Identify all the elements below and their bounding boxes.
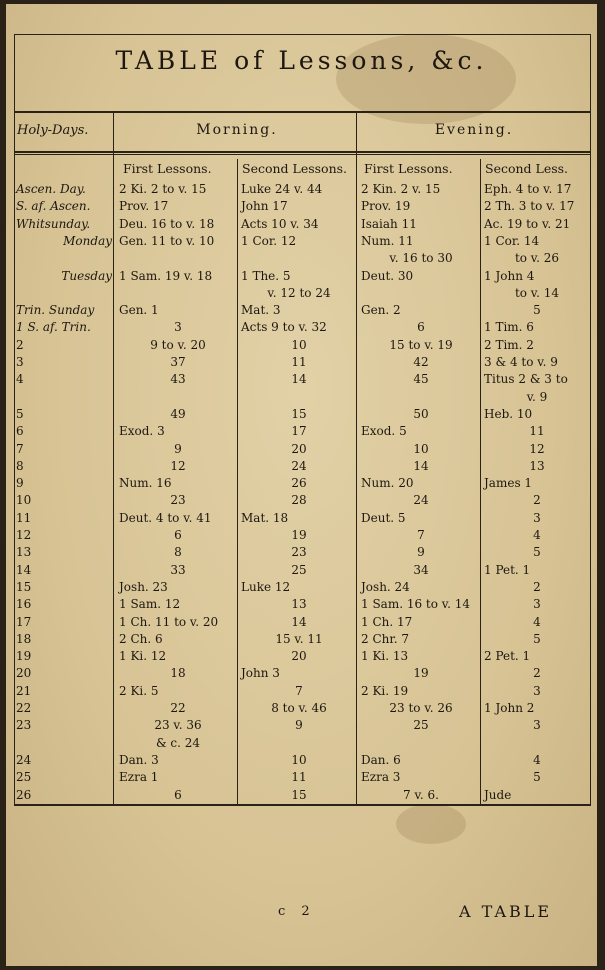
table-cell-e1: v. 16 to 30 [389, 251, 453, 266]
table-cell-e2: 1 Cor. 14 [484, 233, 540, 248]
table-cell-m2: Acts 9 to v. 32 [241, 320, 327, 335]
table-cell-e2: 2 Pet. 1 [484, 649, 531, 664]
table-cell-m2: Mat. 18 [241, 510, 289, 525]
table-cell-e2: 13 [529, 458, 545, 473]
table-cell-e1: 19 [413, 666, 429, 681]
table-cell-day: 20 [16, 666, 32, 681]
table-cell-m1: 6 [174, 528, 182, 542]
table-cell-e2: 1 John 2 [484, 701, 535, 715]
table-cell-m2: 10 [291, 337, 307, 352]
table-cell-day: 18 [16, 631, 32, 646]
table-cell-day: 7 [16, 441, 24, 456]
table-cell-day: 1 S. af. Trin. [16, 320, 91, 335]
table-cell-e2: 1 John 4 [484, 268, 535, 283]
table-cell-m2: 26 [291, 476, 307, 491]
table-cell-e1: 50 [413, 406, 429, 421]
table-cell-m1: Gen. 1 [119, 303, 159, 318]
table-cell-day: 26 [16, 787, 32, 802]
header-rule-top [14, 111, 591, 113]
table-cell-m1: 2 Ch. 6 [119, 631, 163, 646]
table-cell-m2: 20 [291, 441, 307, 456]
table-cell-e1: 15 to v. 19 [389, 337, 453, 352]
table-cell-m1: Prov. 17 [119, 199, 169, 214]
table-cell-m2: 1 Cor. 12 [241, 233, 297, 248]
table-cell-m2: Luke 24 v. 44 [241, 182, 323, 196]
table-cell-day: 19 [16, 649, 32, 664]
table-cell-e2: 4 [533, 752, 541, 767]
table-cell-m1: Exod. 3 [119, 424, 165, 439]
table-cell-e2: to v. 14 [514, 285, 560, 300]
table-cell-day: 13 [16, 545, 32, 560]
table-bottom-rule [14, 804, 591, 806]
table-cell-e2: Titus 2 & 3 to [484, 372, 568, 387]
table-cell-e2: 3 & 4 to v. 9 [484, 355, 558, 369]
table-cell-day: Monday [63, 233, 112, 248]
table-cell-e1: Isaiah 11 [361, 216, 417, 231]
table-cell-e1: 23 to v. 26 [389, 701, 453, 715]
table-cell-m1: 1 Ki. 12 [119, 649, 167, 664]
table-cell-e2: 5 [533, 770, 541, 785]
table-cell-e1: 7 [417, 528, 425, 542]
table-cell-e2: 1 Tim. 6 [484, 320, 534, 335]
subheader-second-lessons-evening: Second Less. [485, 161, 569, 176]
table-cell-m1: Josh. 23 [119, 579, 168, 594]
table-cell-m1: 33 [170, 562, 186, 577]
table-cell-e1: Gen. 2 [361, 303, 401, 318]
table-cell-e1: Deut. 30 [361, 268, 414, 283]
table-cell-m1: 9 [174, 441, 182, 456]
table-cell-day: 12 [16, 528, 32, 542]
table-cell-m1: 22 [170, 701, 186, 715]
table-cell-m1: 43 [170, 372, 186, 387]
col-rule-1 [113, 111, 114, 804]
table-cell-e1: Josh. 24 [361, 579, 410, 594]
table-cell-day: 9 [16, 476, 24, 491]
table-cell-e1: 10 [413, 441, 429, 456]
table-cell-m2: 14 [291, 372, 307, 387]
table-cell-day: 15 [16, 579, 32, 594]
header-holy-days: Holy-Days. [17, 123, 89, 138]
table-cell-day: 14 [16, 562, 32, 577]
table-cell-e2: 5 [533, 631, 541, 646]
table-cell-e1: 1 Ch. 17 [361, 614, 413, 629]
header-morning: Morning. [196, 122, 278, 138]
table-cell-e1: Dan. 6 [361, 752, 401, 767]
table-cell-e2: Heb. 10 [484, 406, 533, 421]
table-cell-day: 11 [16, 510, 32, 525]
signature-mark: c 2 [278, 904, 316, 919]
table-cell-m2: John 3 [241, 666, 280, 681]
table-cell-e1: 9 [417, 545, 425, 560]
table-cell-e1: 45 [413, 372, 429, 387]
table-cell-e1: 1 Ki. 13 [361, 649, 409, 664]
table-cell-m1: 1 Ch. 11 to v. 20 [119, 614, 219, 629]
table-cell-e2: 2 [533, 579, 541, 594]
table-cell-m2: 1 The. 5 [241, 268, 291, 283]
table-cell-m2: 19 [291, 528, 307, 542]
table-cell-e1: Deut. 5 [361, 510, 406, 525]
table-cell-e1: 1 Sam. 16 to v. 14 [361, 597, 471, 612]
table-cell-m2: 15 v. 11 [275, 631, 323, 646]
table-cell-day: 16 [16, 597, 32, 612]
col-rule-3 [237, 159, 238, 804]
table-cell-e1: 2 Kin. 2 v. 15 [361, 182, 441, 196]
table-cell-m2: Acts 10 v. 34 [241, 216, 319, 231]
table-cell-m1: 2 Ki. 2 to v. 15 [119, 182, 207, 196]
table-cell-m1: Deut. 4 to v. 41 [119, 510, 212, 525]
table-cell-m2: 25 [291, 562, 307, 577]
table-cell-e1: 42 [413, 355, 429, 369]
table-cell-e2: 4 [533, 528, 541, 542]
table-cell-m2: 9 [295, 718, 303, 733]
table-cell-e2: v. 9 [526, 389, 548, 404]
table-cell-e2: 3 [533, 510, 541, 525]
table-cell-m1: 23 v. 36 [154, 718, 202, 733]
subheader-first-lessons-morning: First Lessons. [123, 161, 212, 176]
table-cell-e2: Ac. 19 to v. 21 [484, 216, 571, 231]
table-cell-e1: 34 [413, 562, 429, 577]
table-cell-m2: 15 [291, 787, 307, 802]
table-cell-m2: 14 [291, 614, 307, 629]
table-cell-m2: 23 [291, 545, 307, 560]
table-cell-day: 17 [16, 614, 32, 629]
table-cell-e2: 1 Pet. 1 [484, 562, 531, 577]
table-cell-e1: Prov. 19 [361, 199, 411, 214]
table-cell-day: Trin. Sunday [16, 303, 95, 318]
table-cell-m2: 15 [291, 406, 307, 421]
table-cell-m1: 49 [170, 406, 186, 421]
table-cell-m1: 12 [170, 458, 186, 473]
table-cell-day: 4 [16, 372, 24, 387]
table-cell-m1: Dan. 3 [119, 752, 159, 767]
table-cell-e2: 4 [533, 614, 541, 629]
table-cell-m2: 13 [291, 597, 307, 612]
table-cell-m1: 23 [170, 493, 186, 508]
table-cell-e2: 2 Tim. 2 [484, 337, 534, 352]
table-cell-e1: Ezra 3 [361, 770, 401, 785]
table-cell-m2: John 17 [241, 199, 288, 214]
table-cell-e2: Eph. 4 to v. 17 [484, 182, 572, 196]
table-cell-e2: 12 [529, 441, 545, 456]
table-cell-e1: 7 v. 6. [403, 787, 439, 802]
table-cell-e2: Jude [484, 787, 512, 802]
header-rule-double [14, 154, 591, 155]
table-cell-e1: Num. 11 [361, 233, 414, 248]
table-cell-e1: 24 [413, 493, 429, 508]
header-rule-bottom [14, 151, 591, 153]
table-cell-e1: Exod. 5 [361, 424, 407, 439]
table-cell-m2: 20 [291, 649, 307, 664]
table-cell-m1: 9 to v. 20 [150, 337, 206, 352]
table-cell-m1: 37 [170, 355, 186, 369]
table-cell-day: 8 [16, 458, 24, 473]
header-evening: Evening. [434, 122, 514, 138]
table-cell-m2: 10 [291, 752, 307, 767]
table-cell-m1: Deu. 16 to v. 18 [119, 216, 215, 231]
table-cell-m2: 28 [291, 493, 307, 508]
table-cell-e2: 3 [533, 718, 541, 733]
table-cell-m2: 11 [291, 770, 307, 785]
table-cell-e1: 2 Ki. 19 [361, 683, 409, 698]
table-cell-day: 10 [16, 493, 32, 508]
table-cell-day: Whitsunday. [16, 216, 91, 231]
table-cell-e2: James 1 [484, 476, 533, 491]
table-cell-m2: Luke 12 [241, 579, 291, 594]
table-cell-day: 24 [16, 752, 32, 767]
table-cell-m1: & c. 24 [155, 735, 201, 750]
catchword: A TABLE [459, 902, 553, 921]
table-cell-m2: 7 [295, 683, 303, 698]
table-cell-m1: Gen. 11 to v. 10 [119, 233, 215, 248]
subheader-second-lessons-morning: Second Lessons. [242, 161, 348, 176]
table-cell-m1: 2 Ki. 5 [119, 683, 159, 698]
table-cell-day: 3 [16, 355, 24, 369]
book-page [6, 4, 597, 966]
table-cell-m1: Ezra 1 [119, 770, 159, 785]
table-cell-day: Ascen. Day. [16, 182, 86, 196]
table-cell-day: S. af. Ascen. [16, 199, 91, 214]
table-cell-e1: Num. 20 [361, 476, 414, 491]
table-cell-m1: 1 Sam. 19 v. 18 [119, 268, 213, 283]
table-cell-e2: 3 [533, 597, 541, 612]
table-cell-e2: 11 [529, 424, 545, 439]
table-cell-day: 6 [16, 424, 24, 439]
table-cell-e1: 6 [417, 320, 425, 335]
table-cell-m1: 18 [170, 666, 186, 681]
table-cell-m2: 8 to v. 46 [271, 701, 327, 715]
table-cell-e1: 25 [413, 718, 429, 733]
subheader-first-lessons-evening: First Lessons. [364, 161, 453, 176]
table-cell-day: 5 [16, 406, 24, 421]
page-title: TABLE of Lessons, &c. [115, 46, 488, 75]
table-cell-m2: Mat. 3 [241, 303, 281, 318]
table-cell-e1: 14 [413, 458, 429, 473]
table-cell-day: 25 [16, 770, 32, 785]
table-cell-e2: 5 [533, 545, 541, 560]
table-cell-m2: 17 [291, 424, 307, 439]
table-cell-m1: Num. 16 [119, 476, 172, 491]
table-cell-day: 23 [16, 718, 32, 733]
table-cell-m2: 24 [291, 458, 307, 473]
table-cell-e2: 2 [533, 493, 541, 508]
table-cell-m1: 6 [174, 787, 182, 802]
table-cell-e2: 3 [533, 683, 541, 698]
table-cell-e2: 2 [533, 666, 541, 681]
table-cell-e2: 2 Th. 3 to v. 17 [484, 199, 575, 214]
table-cell-m2: 11 [291, 355, 307, 369]
table-cell-day: 21 [16, 683, 32, 698]
table-cell-e2: to v. 26 [514, 251, 560, 266]
table-cell-m1: 1 Sam. 12 [119, 597, 181, 612]
table-cell-day: 2 [16, 337, 24, 352]
table-cell-e1: 2 Chr. 7 [361, 631, 410, 646]
table-cell-e2: 5 [533, 303, 541, 318]
table-cell-day: 22 [16, 701, 32, 715]
table-cell-m1: 3 [174, 320, 182, 335]
table-cell-m1: 8 [174, 545, 182, 560]
table-cell-m2: v. 12 to 24 [267, 285, 331, 300]
table-cell-day: Tuesday [61, 268, 112, 283]
